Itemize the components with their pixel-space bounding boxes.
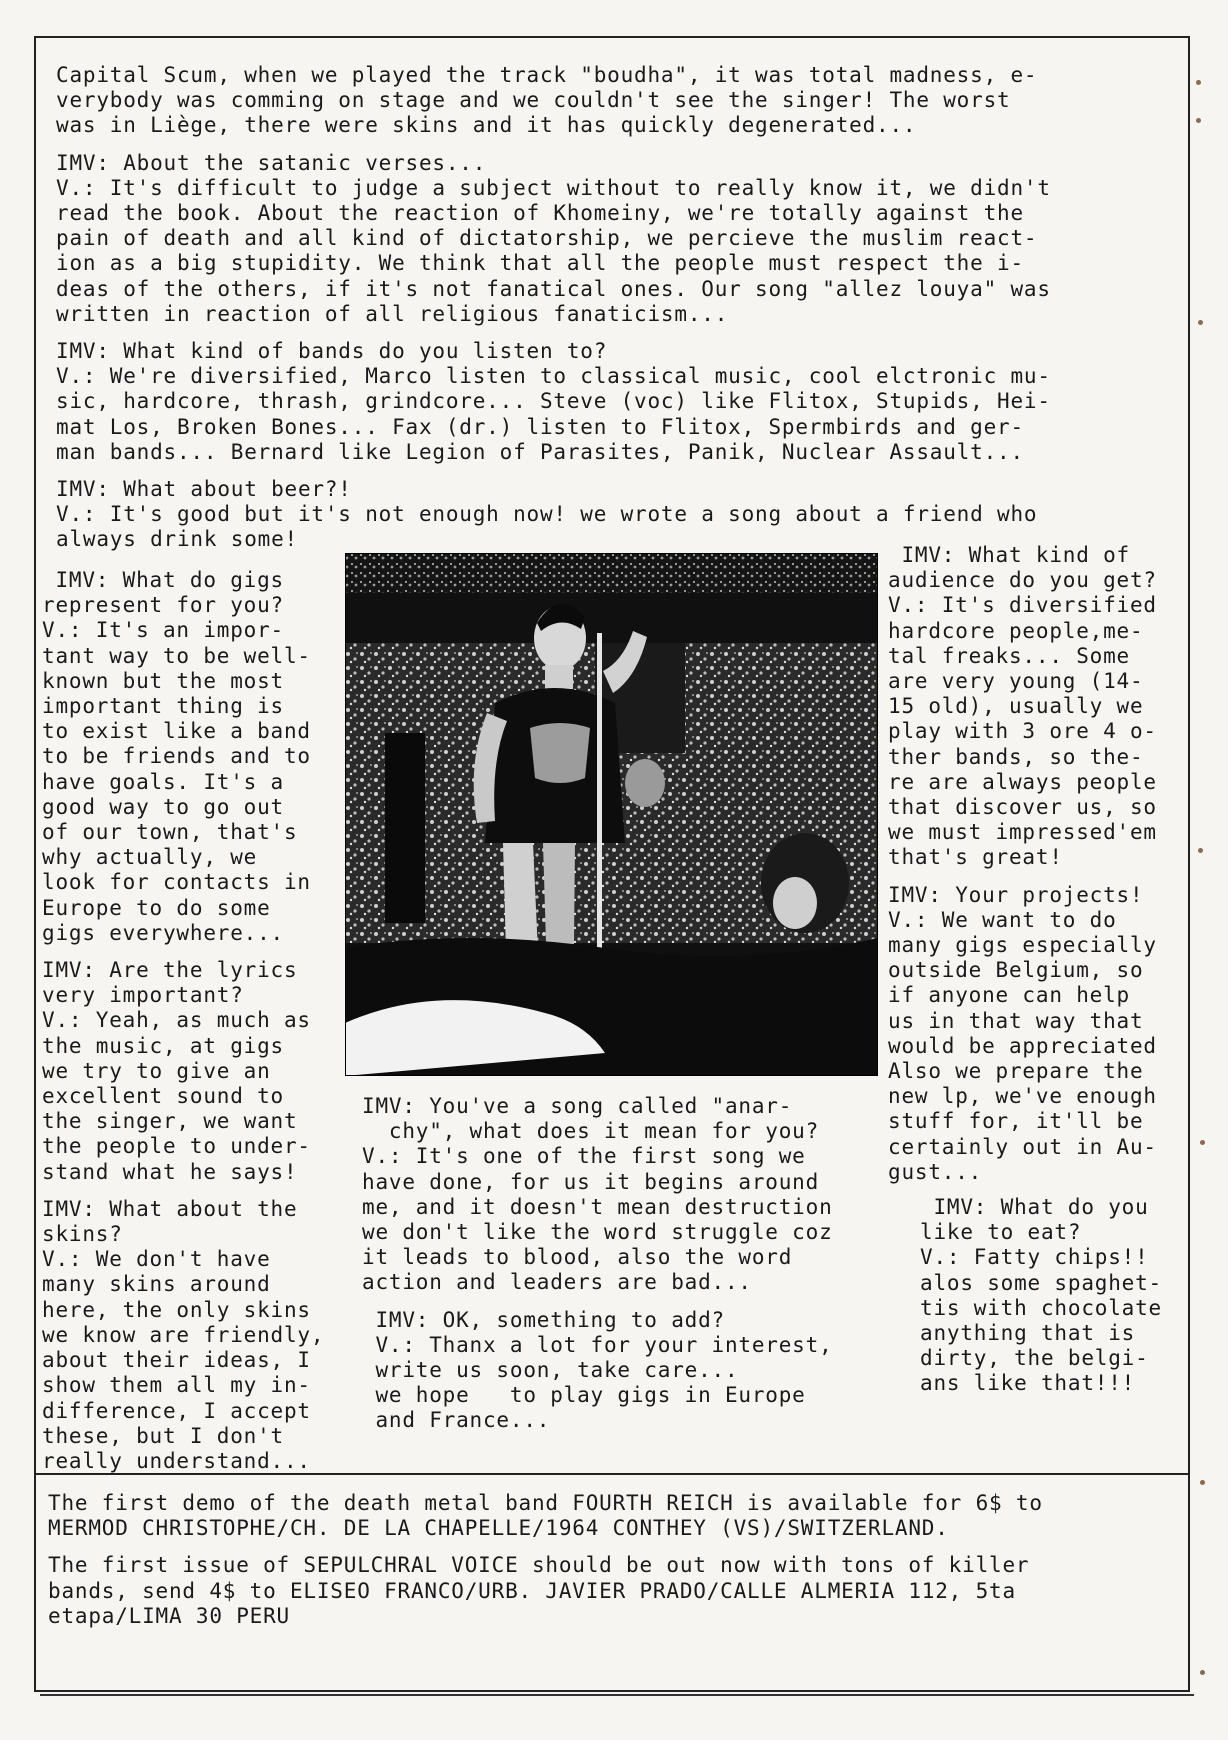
text-line: of our town, that's bbox=[42, 820, 298, 845]
paragraph bbox=[56, 63, 1051, 139]
text-line: here, the only skins bbox=[42, 1297, 311, 1322]
text-line: that's great! bbox=[888, 845, 1063, 870]
paragraph bbox=[42, 1197, 324, 1474]
interview-center-column bbox=[362, 1094, 833, 1434]
text-line: Capital Scum, when we played the track "boudha", it was total madness, e- bbox=[56, 63, 1038, 87]
text-line: these, but I don't bbox=[42, 1423, 284, 1448]
paragraph bbox=[362, 1308, 833, 1434]
text-line: was in Liège, there were skins and it has quickly degenerated... bbox=[56, 113, 917, 138]
paragraph bbox=[42, 958, 324, 1185]
paragraph-gap bbox=[56, 139, 1051, 151]
text-line: about their ideas, I bbox=[42, 1348, 311, 1373]
text-line: we try to give an bbox=[42, 1058, 271, 1083]
text-line: would be appreciated bbox=[888, 1033, 1157, 1058]
text-line: The first demo of the death metal band FOURTH REICH is available for 6$ to bbox=[48, 1491, 1043, 1515]
text-line: we don't like the word struggle coz bbox=[362, 1220, 833, 1245]
text-line: the people to under- bbox=[42, 1134, 311, 1159]
text-line: important thing is bbox=[42, 694, 284, 719]
interview-top-block bbox=[56, 63, 1051, 553]
text-line: have done, for us it begins around bbox=[362, 1169, 820, 1194]
interview-left-column bbox=[42, 568, 324, 1474]
paragraph bbox=[888, 883, 1157, 1185]
text-line: hardcore people,me- bbox=[888, 618, 1144, 643]
text-line: V.: We don't have bbox=[42, 1247, 271, 1272]
text-line: play with 3 ore 4 o- bbox=[888, 719, 1157, 744]
binder-mark bbox=[1198, 320, 1203, 325]
paragraph-gap bbox=[42, 1185, 324, 1197]
text-line: IMV: What kind of bands do you listen to? bbox=[56, 339, 608, 364]
text-line: have goals. It's a bbox=[42, 769, 284, 794]
text-line: action and leaders are bad... bbox=[362, 1270, 752, 1295]
text-line: IMV: What do you bbox=[920, 1195, 1149, 1219]
text-line: ion as a big stupidity. We think that all the people must respect the i- bbox=[56, 251, 1024, 276]
text-line: IMV: What kind of bbox=[888, 543, 1130, 567]
text-line: IMV: OK, something to add? bbox=[362, 1307, 725, 1332]
text-line: read the book. About the reaction of Khomeiny, we're totally against the bbox=[56, 201, 1024, 226]
text-line: audience do you get? bbox=[888, 568, 1157, 593]
text-line: that discover us, so bbox=[888, 795, 1157, 820]
text-line: the music, at gigs bbox=[42, 1033, 284, 1058]
text-line: to exist like a band bbox=[42, 719, 311, 744]
text-line: V.: We're diversified, Marco listen to classical music, cool elctronic mu- bbox=[56, 364, 1051, 389]
text-line: new lp, we've enough bbox=[888, 1084, 1157, 1109]
text-line: written in reaction of all religious fanaticism... bbox=[56, 301, 729, 326]
text-line: tal freaks... Some bbox=[888, 643, 1130, 668]
text-line: IMV: You've a song called "anar- bbox=[362, 1094, 793, 1118]
text-line: IMV: About the satanic verses... bbox=[56, 150, 487, 175]
text-line: we know are friendly, bbox=[42, 1322, 325, 1347]
text-line: outside Belgium, so bbox=[888, 958, 1144, 983]
text-line: verybody was comming on stage and we couldn't see the singer! The worst bbox=[56, 88, 1011, 113]
text-line: gust... bbox=[888, 1159, 983, 1184]
text-line: stuff for, it'll be bbox=[888, 1109, 1144, 1134]
text-line: IMV: What do gigs bbox=[42, 568, 284, 592]
text-line: IMV: Your projects! bbox=[888, 882, 1144, 907]
binder-mark bbox=[1196, 118, 1201, 123]
binder-mark bbox=[1200, 1140, 1205, 1145]
text-line: Also we prepare the bbox=[888, 1059, 1144, 1084]
text-line: we hope to play gigs in Europe bbox=[362, 1383, 806, 1408]
paragraph bbox=[48, 1553, 1043, 1629]
text-line: if anyone can help bbox=[888, 983, 1130, 1008]
text-line: re are always people bbox=[888, 769, 1157, 794]
paragraph-gap bbox=[56, 327, 1051, 339]
paragraph bbox=[56, 151, 1051, 327]
text-line: good way to go out bbox=[42, 794, 284, 819]
classified-ads bbox=[48, 1491, 1043, 1629]
text-line: IMV: What about the bbox=[42, 1196, 298, 1221]
text-line: excellent sound to bbox=[42, 1084, 284, 1109]
text-line: us in that way that bbox=[888, 1008, 1144, 1033]
paragraph bbox=[920, 1195, 1162, 1397]
text-line: V.: Yeah, as much as bbox=[42, 1008, 311, 1033]
paragraph bbox=[362, 1094, 833, 1296]
text-line: show them all my in- bbox=[42, 1373, 311, 1398]
text-line: look for contacts in bbox=[42, 870, 311, 895]
text-line: V.: It's good but it's not enough now! we wrote a song about a friend who bbox=[56, 502, 1038, 527]
paragraph bbox=[888, 543, 1157, 871]
paragraph-gap bbox=[42, 946, 324, 958]
text-line: IMV: Are the lyrics bbox=[42, 958, 298, 983]
text-line: write us soon, take care... bbox=[362, 1358, 739, 1383]
text-line: me, and it doesn't mean destruction bbox=[362, 1194, 833, 1219]
interview-right-column-upper bbox=[888, 543, 1157, 1185]
text-line: V.: It's difficult to judge a subject without to really know it, we didn't bbox=[56, 175, 1051, 200]
text-line: known but the most bbox=[42, 668, 284, 693]
text-line: etapa/LIMA 30 PERU bbox=[48, 1603, 290, 1628]
text-line: stand what he says! bbox=[42, 1159, 298, 1184]
text-line: bands, send 4$ to ELISEO FRANCO/URB. JAVIER PRADO/CALLE ALMERIA 112, 5ta bbox=[48, 1578, 1016, 1603]
text-line: mat Los, Broken Bones... Fax (dr.) listen to Flitox, Spermbirds and ger- bbox=[56, 414, 1024, 439]
text-line: represent for you? bbox=[42, 593, 284, 618]
text-line: man bands... Bernard like Legion of Parasites, Panik, Nuclear Assault... bbox=[56, 439, 1024, 464]
text-line: V.: It's an impor- bbox=[42, 618, 284, 643]
binder-mark bbox=[1200, 1670, 1205, 1675]
section-divider bbox=[36, 1473, 1190, 1475]
text-line: tis with chocolate bbox=[920, 1295, 1162, 1320]
binder-mark bbox=[1200, 1480, 1205, 1485]
text-line: MERMOD CHRISTOPHE/CH. DE LA CHAPELLE/1964 CONTHEY (VS)/SWITZERLAND. bbox=[48, 1516, 949, 1541]
text-line: why actually, we bbox=[42, 845, 258, 870]
text-line: and France... bbox=[362, 1408, 551, 1433]
paragraph-gap bbox=[56, 465, 1051, 477]
paragraph-gap bbox=[362, 1296, 833, 1308]
text-line: V.: Thanx a lot for your interest, bbox=[362, 1332, 833, 1357]
text-line: we must impressed'em bbox=[888, 820, 1157, 845]
text-line: the singer, we want bbox=[42, 1109, 298, 1134]
text-line: it leads to blood, also the word bbox=[362, 1245, 793, 1270]
text-line: V.: It's one of the first song we bbox=[362, 1144, 806, 1169]
text-line: dirty, the belgi- bbox=[920, 1346, 1149, 1371]
paragraph-gap bbox=[888, 871, 1157, 883]
text-line: tant way to be well- bbox=[42, 643, 311, 668]
paragraph bbox=[56, 477, 1051, 553]
binder-mark bbox=[1198, 848, 1203, 853]
text-line: always drink some! bbox=[56, 527, 298, 552]
text-line: V.: It's diversified bbox=[888, 593, 1157, 618]
paragraph-gap bbox=[48, 1541, 1043, 1553]
text-line: alos some spaghet- bbox=[920, 1270, 1162, 1295]
text-line: pain of death and all kind of dictatorship, we percieve the muslim react- bbox=[56, 226, 1038, 251]
text-line: difference, I accept bbox=[42, 1398, 311, 1423]
text-line: Europe to do some bbox=[42, 895, 271, 920]
text-line: V.: Fatty chips!! bbox=[920, 1245, 1149, 1270]
text-line: chy", what does it mean for you? bbox=[362, 1119, 820, 1144]
text-line: The first issue of SEPULCHRAL VOICE should be out now with tons of killer bbox=[48, 1553, 1030, 1578]
text-line: very important? bbox=[42, 983, 244, 1008]
text-line: many skins around bbox=[42, 1272, 271, 1297]
text-line: sic, hardcore, thrash, grindcore... Steve (voc) like Flitox, Stupids, Hei- bbox=[56, 389, 1051, 414]
interview-right-column-lower bbox=[920, 1195, 1162, 1397]
text-line: IMV: What about beer?! bbox=[56, 477, 352, 502]
text-line: 15 old), usually we bbox=[888, 694, 1144, 719]
text-line: many gigs especially bbox=[888, 933, 1157, 958]
text-line: deas of the others, if it's not fanatical ones. Our song "allez louya" was bbox=[56, 276, 1051, 301]
text-line: V.: We want to do bbox=[888, 907, 1117, 932]
text-line: really understand... bbox=[42, 1448, 311, 1473]
text-line: like to eat? bbox=[920, 1220, 1082, 1245]
text-line: are very young (14- bbox=[888, 669, 1144, 694]
band-live-photo bbox=[345, 553, 878, 1076]
text-line: anything that is bbox=[920, 1321, 1136, 1346]
paragraph bbox=[42, 568, 324, 946]
text-line: certainly out in Au- bbox=[888, 1134, 1157, 1159]
binder-mark bbox=[1196, 80, 1201, 85]
paragraph bbox=[56, 339, 1051, 465]
text-line: skins? bbox=[42, 1222, 123, 1247]
paragraph bbox=[48, 1491, 1043, 1541]
text-line: to be friends and to bbox=[42, 744, 311, 769]
text-line: ans like that!!! bbox=[920, 1371, 1136, 1396]
text-line: gigs everywhere... bbox=[42, 920, 284, 945]
text-line: ther bands, so the- bbox=[888, 744, 1144, 769]
